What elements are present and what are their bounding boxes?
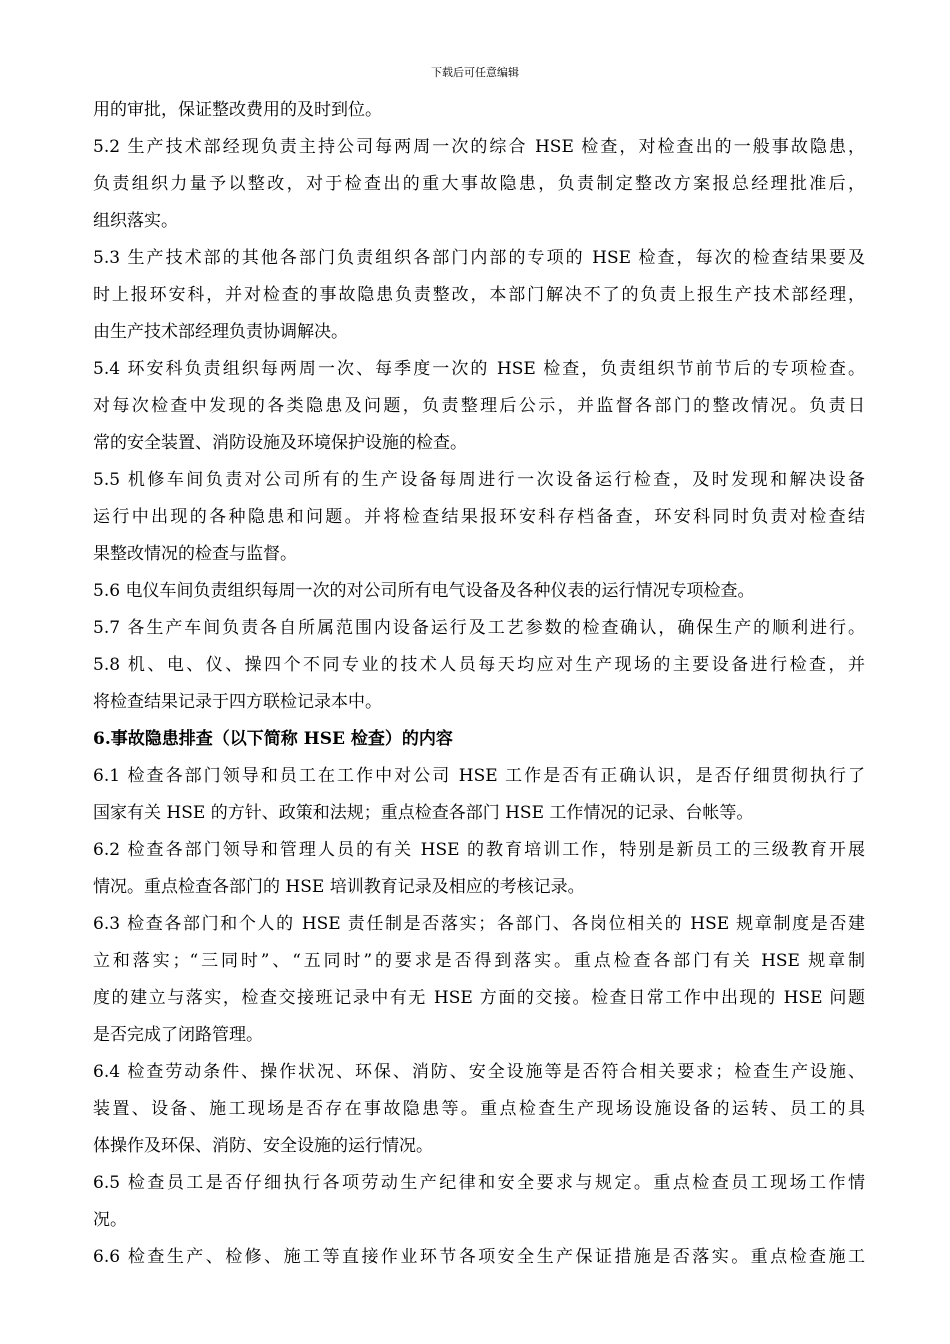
text-line: 6.4 检查劳动条件、操作状况、环保、消防、安全设施等是否符合相关要求；检查生产设施、 xyxy=(93,1062,865,1082)
text-line: 常的安全装置、消防设施及环境保护设施的检查。 xyxy=(93,433,467,453)
text-line: 时上报环安科，并对检查的事故隐患负责整改，本部门解决不了的负责上报生产技术部经理， xyxy=(93,285,865,305)
text-line: 果整改情况的检查与监督。 xyxy=(93,544,297,564)
text-line: 况。 xyxy=(93,1210,127,1230)
text-line: 组织落实。 xyxy=(93,211,178,231)
text-line: 5.4 环安科负责组织每两周一次、每季度一次的 HSE 检查，负责组织节前节后的专项检查。 xyxy=(93,359,865,379)
text-line: 6.3 检查各部门和个人的 HSE 责任制是否落实；各部门、各岗位相关的 HSE 规章制度是否建 xyxy=(93,914,865,934)
text-line: 体操作及环保、消防、安全设施的运行情况。 xyxy=(93,1136,433,1156)
text-line: 6.1 检查各部门领导和员工在工作中对公司 HSE 工作是否有正确认识，是否仔细贯彻执行了 xyxy=(93,766,865,786)
text-line: 立和落实；“三同时”、“五同时”的要求是否得到落实。重点检查各部门有关 HSE 规章制 xyxy=(93,951,865,971)
text-line: 情况。重点检查各部门的 HSE 培训教育记录及相应的考核记录。 xyxy=(93,877,585,897)
text-line: 5.7 各生产车间负责各自所属范围内设备运行及工艺参数的检查确认，确保生产的顺利进行。 xyxy=(93,618,865,638)
text-line: 对每次检查中发现的各类隐患及问题，负责整理后公示，并监督各部门的整改情况。负责日 xyxy=(93,396,865,416)
page-header: 下载后可任意编辑 xyxy=(431,66,519,79)
text-line: 由生产技术部经理负责协调解决。 xyxy=(93,322,348,342)
text-line: 5.5 机修车间负责对公司所有的生产设备每周进行一次设备运行检查，及时发现和解决设备 xyxy=(93,470,865,490)
text-line: 用的审批，保证整改费用的及时到位。 xyxy=(93,100,382,120)
text-line: 5.2 生产技术部经现负责主持公司每两周一次的综合 HSE 检查，对检查出的一般事故隐患， xyxy=(93,137,865,157)
text-line: 6.5 检查员工是否仔细执行各项劳动生产纪律和安全要求与规定。重点检查员工现场工作情 xyxy=(93,1173,865,1193)
text-line: 国家有关 HSE 的方针、政策和法规；重点检查各部门 HSE 工作情况的记录、台帐等。 xyxy=(93,803,754,823)
text-line: 5.3 生产技术部的其他各部门负责组织各部门内部的专项的 HSE 检查，每次的检查结果要及 xyxy=(93,248,865,268)
text-line: 负责组织力量予以整改，对于检查出的重大事故隐患，负责制定整改方案报总经理批准后， xyxy=(93,174,865,194)
text-line: 将检查结果记录于四方联检记录本中。 xyxy=(93,692,382,712)
text-line: 5.6 电仪车间负责组织每周一次的对公司所有电气设备及各种仪表的运行情况专项检查。 xyxy=(93,581,755,601)
text-line: 5.8 机、电、仪、操四个不同专业的技术人员每天均应对生产现场的主要设备进行检查，并 xyxy=(93,655,865,675)
text-line: 装置、设备、施工现场是否存在事故隐患等。重点检查生产现场设施设备的运转、员工的具 xyxy=(93,1099,865,1119)
section-heading: 6.事故隐患排查（以下简称 HSE 检查）的内容 xyxy=(93,729,453,749)
text-line: 度的建立与落实，检查交接班记录中有无 HSE 方面的交接。检查日常工作中出现的 HSE 问题 xyxy=(93,988,865,1008)
text-line: 6.2 检查各部门领导和管理人员的有关 HSE 的教育培训工作，特别是新员工的三级教育开展 xyxy=(93,840,865,860)
document-body xyxy=(93,92,865,1276)
text-line: 是否完成了闭路管理。 xyxy=(93,1025,263,1045)
text-line: 6.6 检查生产、检修、施工等直接作业环节各项安全生产保证措施是否落实。重点检查施工 xyxy=(93,1247,865,1267)
text-line: 运行中出现的各种隐患和问题。并将检查结果报环安科存档备查，环安科同时负责对检查结 xyxy=(93,507,865,527)
